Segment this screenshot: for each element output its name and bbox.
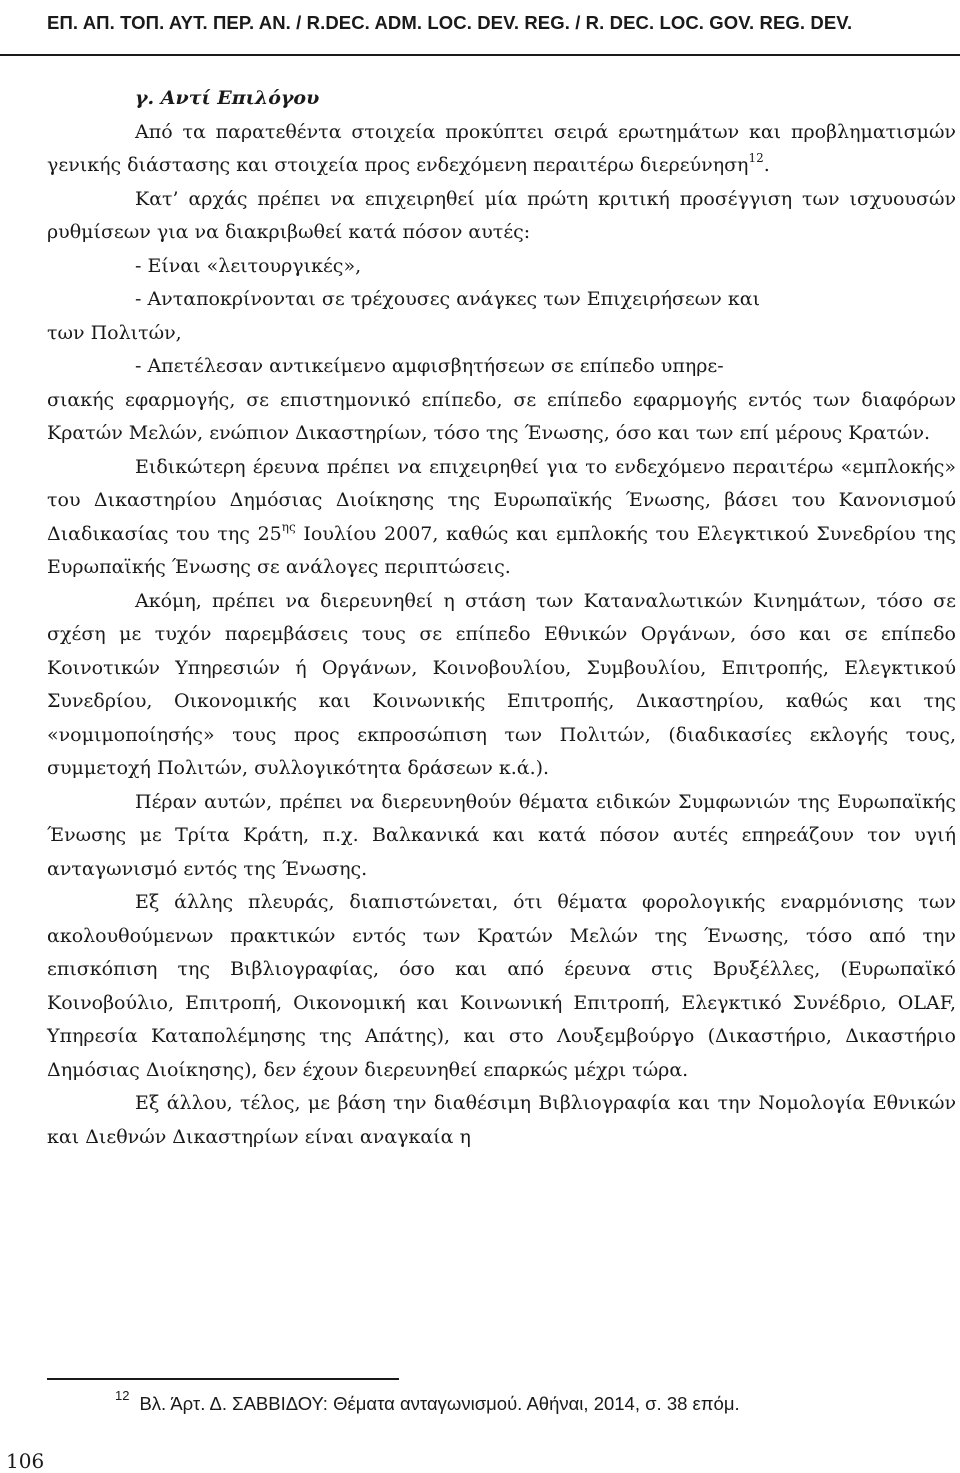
paragraph-7: Εξ άλλου, τέλος, με βάση την διαθέσιμη Βιβλιογραφία και την Νομολογία Εθνικών και Διεθνών Δικαστηρίων είναι αναγκαία η [47,1092,956,1148]
paragraph-5: Πέραν αυτών, πρέπει να διερευνηθούν θέματα ειδικών Συμφωνιών της Ευρωπαϊκής Ένωσης με Τρίτα Κράτη, π.χ. Βαλκανικά και κατά πόσον αυτές επηρεάζουν τον υγιή ανταγωνισμό εντός της Ένωσης. [47,790,956,880]
bullet-2: - Ανταποκρίνονται σε τρέχουσες ανάγκες των Επιχειρήσεων και [135,288,761,310]
paragraph-4: Ακόμη, πρέπει να διερευνηθεί η στάση των Καταναλωτικών Κινημάτων, τόσο σε σχέση με τυχόν παρεμβάσεις τους σε επίπεδο Εθνικών Οργάνων, όσο και σε επίπεδο Κοινοτικών Υπηρεσιών ή Οργάνων, Κοινοβουλίου, Συμβουλίου, Επιτροπής, Ελεγκτικού Συνεδρίου, Οικονομικής και Κοινωνικής Επιτροπής, Δικαστηρίου, καθώς και της «νομιμοποίησής» τους προς εκπροσώπιση των Πολιτών, (διαδικασίες εκλογής τους, συμμετοχή Πολιτών, συλλογικότητα δράσεων κ.ά.). [47,589,956,779]
bullet-3: - Απετέλεσαν αντικείμενο αμφισβητήσεων σε επίπεδο υπηρε- [135,355,724,377]
footnote [115,1388,955,1415]
paragraph-6: Εξ άλλης πλευράς, διαπιστώνεται, ότι θέματα φορολογικής εναρμόνισης των ακολουθούμενων πρακτικών εντός των Κρατών Μελών της Ένωσης, τόσο από την επισκόπιση της Βιβλιογραφίας, όσο και από έρευνα στις Βρυξέλλες, (Ευρωπαϊκό Κοινοβούλιο, Επιτροπή, Οικονομική και Κοινωνική Επιτροπή, Ελεγκτικό Συνέδριο, OLAF, Υπηρεσία Καταπολέμησης της Απάτης), και στο Λουξεμβούργο (Δικαστήριο, Δικαστήριο Δημόσιας Διοίκησης), δεν έχουν διερευνηθεί επαρκώς μέχρι τώρα. [47,891,956,1081]
running-header: ΕΠ. ΑΠ. ΤΟΠ. ΑΥΤ. ΠΕΡ. ΑΝ. / R.DEC. ADM. LOC. DEV. REG. / R. DEC. LOC. GOV. REG. DEV. [47,12,853,33]
paragraph-2: Κατ’ αρχάς πρέπει να επιχειρηθεί μία πρώτη κριτική προσέγγιση των ισχυουσών ρυθμίσεων για να διακριβωθεί κατά πόσον αυτές: [47,187,956,243]
bullet-2-continuation: των Πολιτών, [47,321,182,344]
bullet-3-continuation: σιακής εφαρμογής, σε επιστημονικό επίπεδο, σε επίπεδο εφαρμογής εντός των διαφόρων Κρατών Μελών, ενώπιον Δικαστηρίων, τόσο της Ένωσης, όσο και των επί μέρους Κρατών. [47,388,956,444]
section-heading: γ. Αντί Επιλόγου [135,87,320,109]
header-divider [0,54,960,56]
paragraph-1-end: . [763,154,770,176]
paragraph-3 [47,451,956,585]
paragraph-3-text-a: Ειδικώτερη έρευνα πρέπει να επιχειρηθεί για το ενδεχόμενο περαιτέρω «εμπλοκής» του Δικαστηρίου Δημόσιας Διοίκησης της Ευρωπαϊκής Ένωσης, βάσει του Κανονισμού Διαδικασίας του της 25 [47,455,956,545]
footnote-reference[interactable]: 12 [748,151,764,165]
main-text [47,82,956,1154]
paragraph-1-text: Από τα παρατεθέντα στοιχεία προκύπτει σειρά ερωτημάτων και προβληματισμών γενικής διάστασης και στοιχεία προς ενδεχόμενη περαιτέρω διερεύνηση [47,120,956,176]
footnote-divider [47,1378,399,1380]
paragraph-3-text-b: Ιουλίου 2007, καθώς και εμπλοκής του Ελεγκτικού Συνεδρίου της Ευρωπαϊκής Ένωσης σε ανάλογες περιπτώσεις. [47,522,956,578]
ordinal-superscript: ης [281,519,296,534]
paragraph-1 [47,116,956,183]
footnote-number: 12 [115,1388,130,1403]
bullet-1: - Είναι «λειτουργικές», [135,254,362,277]
footnote-text: Βλ. Άρτ. Δ. ΣΑΒΒΙΔΟΥ: Θέματα ανταγωνισμού. Αθήναι, 2014, σ. 38 επόμ. [139,1393,740,1414]
page-number: 106 [6,1449,45,1473]
